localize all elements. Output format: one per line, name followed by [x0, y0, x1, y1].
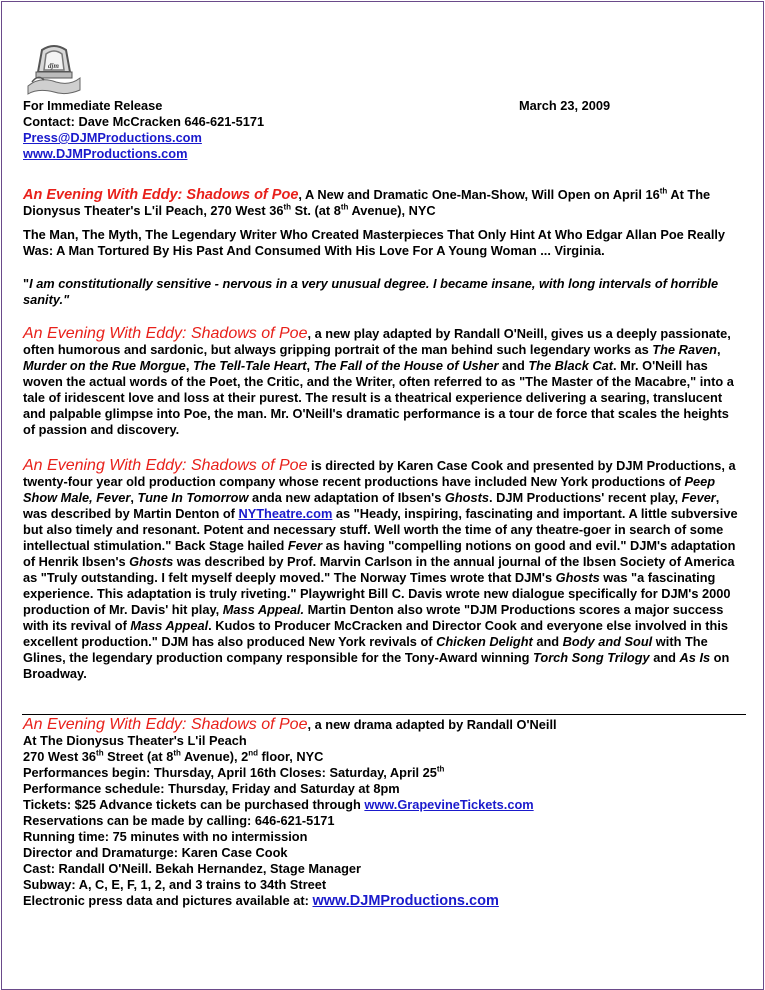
- tickets-line: Tickets: $25 Advance tickets can be purchased through www.GrapevineTickets.com: [23, 797, 534, 812]
- headline: An Evening With Eddy: Shadows of Poe, A New and Dramatic One-Man-Show, Will Open on April 16th At The Dionysus Theater's L'il Peach, 270 West 36th St. (at 8th Avenue), NYC: [23, 186, 711, 218]
- headline-title: An Evening With Eddy: Shadows of Poe: [23, 187, 299, 203]
- press-email-link[interactable]: Press@DJMProductions.com: [23, 130, 202, 145]
- subway-line: Subway: A, C, E, F, 1, 2, and 3 trains to 34th Street: [23, 877, 327, 892]
- djm-website-link[interactable]: www.DJMProductions.com: [312, 893, 499, 909]
- running-time-line: Running time: 75 minutes with no intermission: [23, 829, 308, 844]
- paragraph-title: An Evening With Eddy: Shadows of Poe: [23, 457, 308, 474]
- subhead: The Man, The Myth, The Legendary Writer Who Created Masterpieces That Only Hint At Who Edgar Allan Poe Really Was: A Man Tortured By His Past And Consumed With His Love For A Young Woman ... Virginia.: [23, 227, 726, 258]
- paragraph-2: An Evening With Eddy: Shadows of Poe is directed by Karen Case Cook and presented by DJM Productions, a twenty-four year old production company whose recent productions have included New York productions of Peep Show Male, Fever, Tune In Tomorrow anda new adaptation of Ibsen's Ghosts. DJM Productions' recent play, Fever, was described by Martin Denton of NYTheatre.com as "Heady, inspiring, fascinating and important. A little subversive but also timely and resonant. Potent and necessary stuff. Well worth the time of any theatre-goer in search of some intellectual stimulation." Back Stage hailed Fever as having "compelling notions on good and evil." DJM's adaptation of Henrik Ibsen's Ghosts was described by Prof. Marvin Carlson in the annual journal of the Ibsen Society of America as "Truly outstanding. I felt myself deeply moved." The Norway Times wrote that DJM's Ghosts was "a fascinating experience. This adaptation is truly riveting." Playwright Bill C. Davis wrote new dialogue specifically for DJM's 2000 production of Mr. Davis' hit play, Mass Appeal. Martin Denton also wrote "DJM Productions scores a major success with its revival of Mass Appeal. Kudos to Producer McCracken and Director Cook and everyone else involved in this excellent production." DJM has also produced New York revivals of Chicken Delight and Body and Soul with The Glines, the legendary production company responsible for the Tony-Award winning Torch Song Trilogy and As Is on Broadway.: [23, 457, 738, 681]
- grapevine-tickets-link[interactable]: www.GrapevineTickets.com: [364, 797, 534, 812]
- svg-text:djm: djm: [48, 62, 59, 70]
- event-info: An Evening With Eddy: Shadows of Poe, a new drama adapted by Randall O'Neill At The Dionysus Theater's L'il Peach 270 West 36th Street (at 8th Avenue), 2nd floor, NYC Performances begin: Thursday, April 16th Closes: Saturday, April 25th Performance schedule: Thursday, Friday and Saturday at 8pm Tickets: $25 Advance tickets can be purchased through www.GrapevineTickets.com Reservations can be made by calling: 646-621-5171 Running time: 75 minutes with no intermission Director and Dramaturge: Karen Case Cook Cast: Randall O'Neill. Bekah Hernandez, Stage Manager Subway: A, C, E, F, 1, 2, and 3 trains to 34th Street Electronic press data and pictures available at: www.DJMProductions.com: [23, 717, 743, 909]
- theater-logo-icon: [26, 42, 82, 98]
- release-date: March 23, 2009: [519, 98, 611, 113]
- paragraph-title: An Evening With Eddy: Shadows of Poe: [23, 325, 308, 342]
- info-title: An Evening With Eddy: Shadows of Poe: [23, 716, 308, 733]
- cast-line: Cast: Randall O'Neill. Bekah Hernandez, Stage Manager: [23, 861, 361, 876]
- poe-quote: "I am constitutionally sensitive - nervous in a very unusual degree. I became insane, with long intervals of horrible sanity.": [23, 276, 719, 307]
- performance-dates: Performances begin: Thursday, April 16th Closes: Saturday, April 25th: [23, 764, 445, 780]
- release-header: [23, 98, 743, 162]
- section-divider: [22, 714, 746, 715]
- website-link[interactable]: www.DJMProductions.com: [23, 146, 188, 161]
- reservations-line: Reservations can be made by calling: 646-621-5171: [23, 813, 335, 828]
- nytheatre-link[interactable]: NYTheatre.com: [238, 506, 333, 521]
- director-line: Director and Dramaturge: Karen Case Cook: [23, 845, 288, 860]
- press-data-line: Electronic press data and pictures available at: www.DJMProductions.com: [23, 893, 499, 909]
- contact-line: Contact: Dave McCracken 646-621-5171: [23, 114, 265, 129]
- paragraph-1: An Evening With Eddy: Shadows of Poe, a new play adapted by Randall O'Neill, gives us a deeply passionate, often humorous and sardonic, but always gripping portrait of the man behind such legendary works as The Raven, Murder on the Rue Morgue, The Tell-Tale Heart, The Fall of the House of Usher and The Black Cat. Mr. O'Neill has woven the actual words of the Poet, the Critic, and the Writer, often referred to as "The Master of the Macabre," into a tale of iridescent love and loss at their purest. The result is a theatrical experience delivering a searing, translucent and palpable glimpse into Poe, the man. Mr. O'Neill's dramatic performance is a tour de force that scales the heights of passion and discovery.: [23, 325, 734, 437]
- address-line: 270 West 36th Street (at 8th Avenue), 2nd floor, NYC: [23, 748, 324, 764]
- schedule-line: Performance schedule: Thursday, Friday and Saturday at 8pm: [23, 781, 400, 796]
- release-label: For Immediate Release: [23, 98, 163, 113]
- venue-line: At The Dionysus Theater's L'il Peach: [23, 733, 247, 748]
